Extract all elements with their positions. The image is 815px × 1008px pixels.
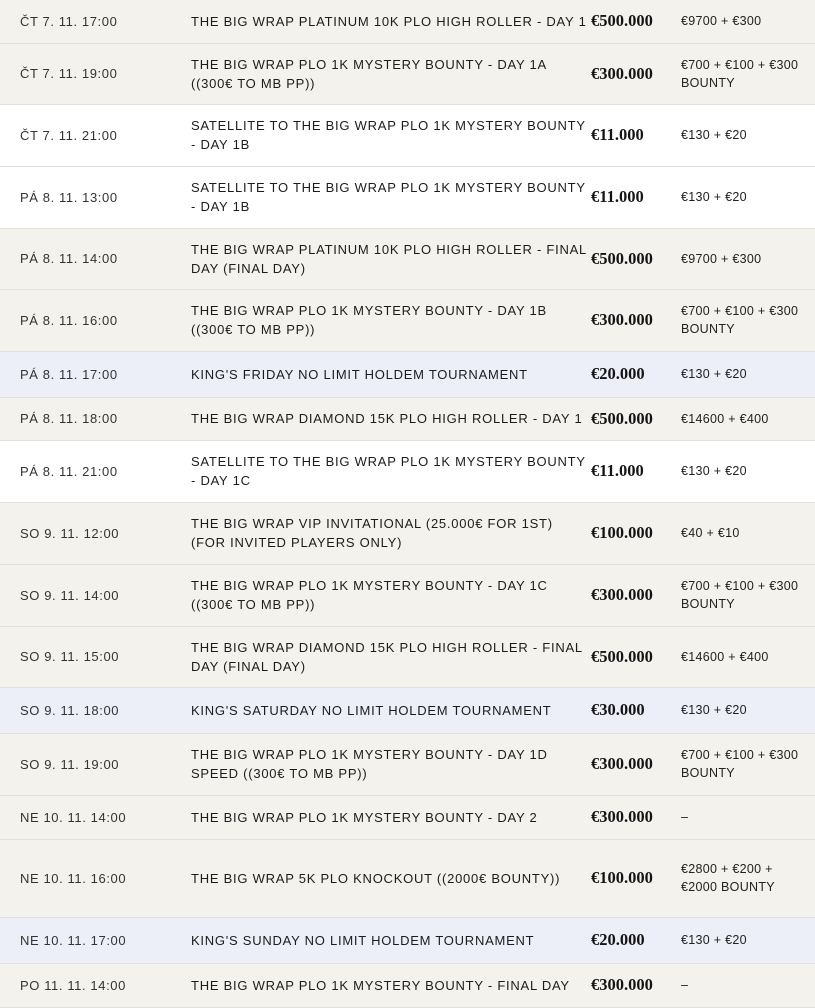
tournament-buy-in: €14600 + €400 — [681, 411, 769, 426]
tournament-date: PÁ 8. 11. 18:00 — [20, 411, 118, 426]
table-row[interactable] — [0, 0, 815, 43]
tournament-buy-in: €9700 + €300 — [681, 14, 762, 29]
table-row[interactable] — [0, 839, 815, 917]
tournament-date: SO 9. 11. 19:00 — [20, 756, 120, 772]
tournament-prize-pool: €300.000 — [591, 754, 653, 773]
table-row[interactable] — [0, 289, 815, 351]
tournament-prize-pool: €300.000 — [591, 63, 653, 83]
tournament-name: THE BIG WRAP PLO 1K MYSTERY BOUNTY - DAY 1B ((300€ TO MB PP)) — [191, 303, 547, 337]
tournament-name: SATELLITE TO THE BIG WRAP PLO 1K MYSTERY BOUNTY - DAY 1C — [191, 454, 586, 488]
tournament-buy-in: €130 + €20 — [681, 128, 747, 142]
tournament-prize-pool: €300.000 — [591, 975, 653, 994]
tournament-name: THE BIG WRAP PLATINUM 10K PLO HIGH ROLLER - DAY 1 — [191, 13, 587, 29]
tournament-name: THE BIG WRAP PLO 1K MYSTERY BOUNTY - DAY 2 — [191, 809, 538, 825]
table-row[interactable] — [0, 397, 815, 440]
tournament-prize-pool: €30.000 — [591, 700, 645, 719]
table-row[interactable] — [0, 351, 815, 397]
tournament-prize-pool: €300.000 — [591, 310, 653, 329]
tournament-name: THE BIG WRAP VIP INVITATIONAL (25.000€ FOR 1ST) (FOR INVITED PLAYERS ONLY) — [191, 516, 553, 550]
tournament-buy-in: €700 + €100 + €300 BOUNTY — [681, 748, 799, 780]
tournament-name: KING'S SATURDAY NO LIMIT HOLDEM TOURNAMENT — [191, 702, 552, 718]
tournament-date: ČT 7. 11. 19:00 — [20, 66, 118, 81]
tournament-name: THE BIG WRAP 5K PLO KNOCKOUT ((2000€ BOUNTY)) — [191, 870, 561, 886]
tournament-name: THE BIG WRAP PLO 1K MYSTERY BOUNTY - FINAL DAY — [191, 977, 570, 993]
tournament-date: NE 10. 11. 17:00 — [20, 932, 127, 948]
tournament-name: THE BIG WRAP PLO 1K MYSTERY BOUNTY - DAY 1D SPEED ((300€ TO MB PP)) — [191, 747, 548, 781]
tournament-date: PÁ 8. 11. 21:00 — [20, 463, 118, 479]
tournament-name: KING'S SUNDAY NO LIMIT HOLDEM TOURNAMENT — [191, 932, 535, 948]
tournament-date: SO 9. 11. 12:00 — [20, 525, 120, 541]
tournament-buy-in: – — [681, 810, 689, 824]
tournament-name: KING'S FRIDAY NO LIMIT HOLDEM TOURNAMENT — [191, 366, 528, 382]
tournament-name: THE BIG WRAP PLO 1K MYSTERY BOUNTY - DAY 1A ((300€ TO MB PP)) — [191, 56, 547, 91]
tournament-buy-in: €9700 + €300 — [681, 251, 762, 266]
table-row[interactable] — [0, 626, 815, 687]
tournament-prize-pool: €20.000 — [591, 930, 645, 949]
tournament-prize-pool: €100.000 — [591, 523, 653, 542]
tournament-name: THE BIG WRAP DIAMOND 15K PLO HIGH ROLLER - DAY 1 — [191, 411, 583, 426]
tournament-buy-in: €130 + €20 — [681, 367, 747, 381]
tournament-date: PÁ 8. 11. 14:00 — [20, 251, 118, 266]
tournament-buy-in: €700 + €100 + €300 BOUNTY — [681, 579, 799, 611]
tournament-prize-pool: €500.000 — [591, 646, 653, 666]
table-row[interactable] — [0, 228, 815, 289]
table-row[interactable] — [0, 917, 815, 963]
tournament-name: THE BIG WRAP PLATINUM 10K PLO HIGH ROLLER - FINAL DAY (FINAL DAY) — [191, 241, 587, 276]
tournament-date: PÁ 8. 11. 17:00 — [20, 366, 118, 382]
tournament-buy-in: €130 + €20 — [681, 703, 747, 717]
tournament-buy-in: €14600 + €400 — [681, 649, 769, 664]
tournament-prize-pool: €500.000 — [591, 11, 653, 31]
tournament-name: THE BIG WRAP PLO 1K MYSTERY BOUNTY - DAY 1C ((300€ TO MB PP)) — [191, 578, 548, 612]
tournament-buy-in: €130 + €20 — [681, 190, 747, 204]
tournament-date: NE 10. 11. 14:00 — [20, 809, 127, 825]
tournament-prize-pool: €300.000 — [591, 807, 653, 826]
tournament-name: THE BIG WRAP DIAMOND 15K PLO HIGH ROLLER - FINAL DAY (FINAL DAY) — [191, 639, 583, 674]
table-row[interactable] — [0, 104, 815, 166]
tournament-prize-pool: €11.000 — [591, 187, 644, 206]
tournament-date: NE 10. 11. 16:00 — [20, 870, 127, 886]
table-row[interactable] — [0, 963, 815, 1007]
tournament-prize-pool: €300.000 — [591, 585, 653, 604]
tournament-prize-pool: €500.000 — [591, 408, 653, 428]
tournament-prize-pool: €11.000 — [591, 461, 644, 480]
tournament-date: PÁ 8. 11. 13:00 — [20, 189, 118, 205]
tournament-date: SO 9. 11. 15:00 — [20, 649, 120, 664]
tournament-prize-pool: €100.000 — [591, 868, 653, 887]
table-row[interactable] — [0, 440, 815, 502]
table-row[interactable] — [0, 43, 815, 104]
tournament-date: ČT 7. 11. 21:00 — [20, 127, 118, 143]
tournament-prize-pool: €20.000 — [591, 364, 645, 383]
tournament-buy-in: €700 + €100 + €300 BOUNTY — [681, 57, 799, 90]
tournament-buy-in: – — [681, 978, 689, 992]
tournament-buy-in: €130 + €20 — [681, 464, 747, 478]
tournament-date: PÁ 8. 11. 16:00 — [20, 312, 118, 328]
tournament-buy-in: €40 + €10 — [681, 526, 740, 540]
table-row[interactable] — [0, 733, 815, 795]
tournament-buy-in: €700 + €100 + €300 BOUNTY — [681, 304, 799, 336]
tournament-date: SO 9. 11. 18:00 — [20, 702, 120, 718]
tournament-name: SATELLITE TO THE BIG WRAP PLO 1K MYSTERY BOUNTY - DAY 1B — [191, 180, 586, 214]
table-row[interactable] — [0, 795, 815, 839]
tournament-date: SO 9. 11. 14:00 — [20, 587, 120, 603]
tournament-prize-pool: €11.000 — [591, 125, 644, 144]
tournament-buy-in: €2800 + €200 + €2000 BOUNTY — [681, 862, 775, 894]
table-row[interactable] — [0, 502, 815, 564]
tournament-buy-in: €130 + €20 — [681, 933, 747, 947]
tournament-date: ČT 7. 11. 17:00 — [20, 13, 118, 29]
table-row[interactable] — [0, 687, 815, 733]
table-row[interactable] — [0, 166, 815, 228]
table-row[interactable] — [0, 564, 815, 626]
tournament-name: SATELLITE TO THE BIG WRAP PLO 1K MYSTERY BOUNTY - DAY 1B — [191, 118, 586, 152]
tournament-prize-pool: €500.000 — [591, 248, 653, 268]
tournament-date: PO 11. 11. 14:00 — [20, 977, 126, 993]
